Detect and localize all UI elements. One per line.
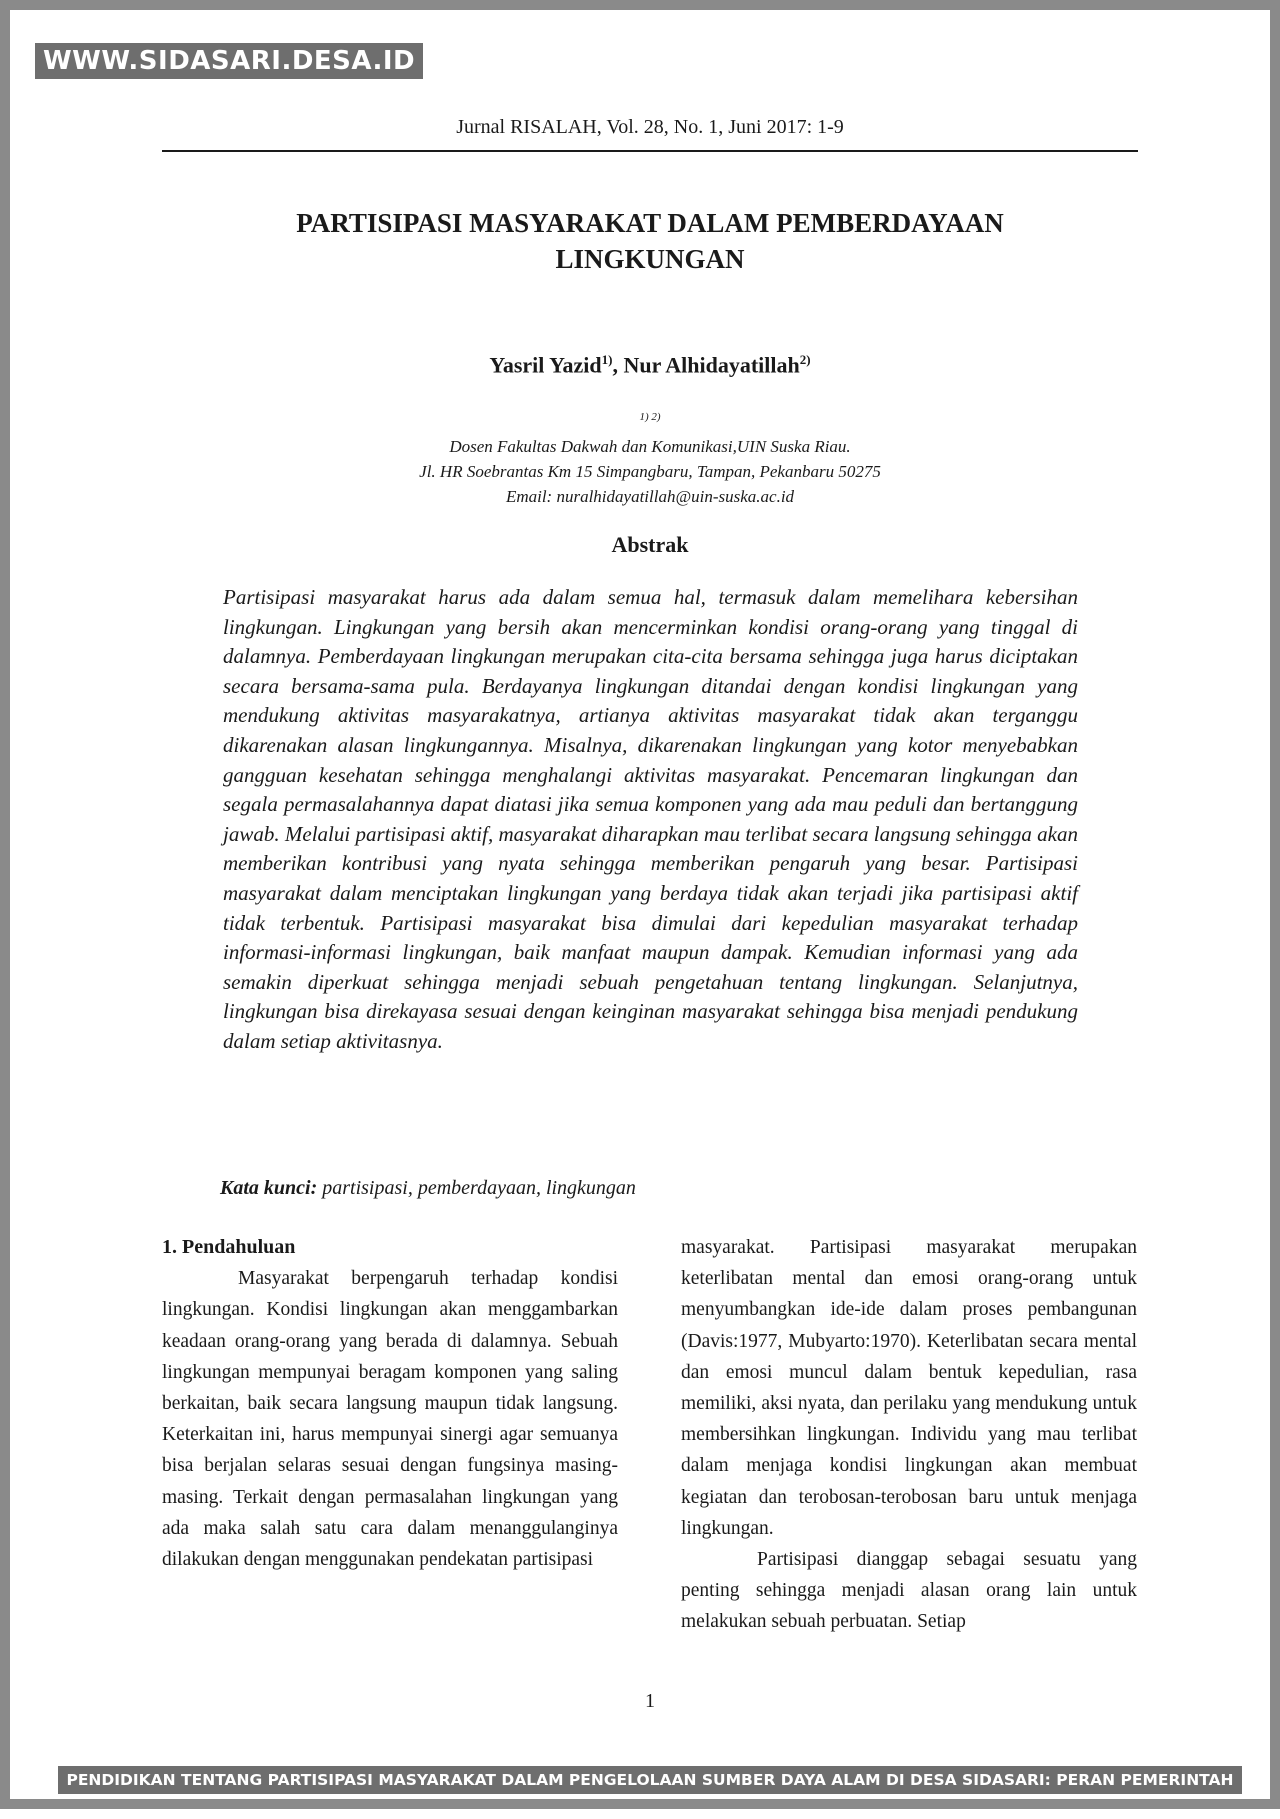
journal-header: Jurnal RISALAH, Vol. 28, No. 1, Juni 2017: 1-9 bbox=[456, 116, 844, 138]
author-2: Nur Alhidayatillah bbox=[623, 352, 800, 378]
section-heading-pendahuluan: 1. Pendahuluan bbox=[162, 1236, 296, 1258]
affiliation-line-1 bbox=[162, 405, 1138, 459]
paragraph-right-2: Partisipasi dianggap sebagai sesuatu yang penting sehingga menjadi alasan orang lain untuk melakukan sebuah perbuatan. Setiap bbox=[681, 1549, 1137, 1633]
title-line-2: LINGKUNGAN bbox=[555, 244, 745, 274]
page-number: 1 bbox=[645, 1690, 655, 1712]
paragraph-right-1: masyarakat. Partisipasi masyarakat merupakan keterlibatan mental dan emosi orang-orang untuk menyumbangkan ide-ide dalam proses pembangunan (Davis:1977, Mubyarto:1970). Keterlibatan secara mental dan emosi muncul dalam bentuk kepedulian, rasa memiliki, aksi nyata, dan perilaku yang mendukung untuk membersihkan lingkungan. Individu yang mau terlibat dalam menjaga kondisi lingkungan akan membuat kegiatan dan terobosan-terobosan baru untuk menjaga lingkungan. bbox=[681, 1237, 1137, 1539]
keywords-text: partisipasi, pemberdayaan, lingkungan bbox=[317, 1177, 636, 1199]
affiliation-marker: 1) 2) bbox=[639, 411, 661, 423]
caption-banner: PENDIDIKAN TENTANG PARTISIPASI MASYARAKAT DALAM PENGELOLAAN SUMBER DAYA ALAM DI DESA SIDASARI: PERAN PEMERINTAH bbox=[58, 1766, 1242, 1794]
author-list bbox=[162, 345, 1138, 380]
affiliation-institution: Dosen Fakultas Dakwah dan Komunikasi,UIN Suska Riau. bbox=[449, 436, 851, 456]
abstract-body: Partisipasi masyarakat harus ada dalam semua hal, termasuk dalam memelihara kebersihan lingkungan. Lingkungan yang bersih akan mencerminkan kondisi orang-orang yang tinggal di dalamnya. Pemberdayaan lingkungan merupakan cita-cita bersama sehingga juga harus diciptakan secara bersama-sama pula. Berdayanya lingkungan ditandai dengan kondisi lingkungan yang mendukung aktivitas masyarakatnya, artianya aktivitas masyarakat tidak akan terganggu dikarenakan alasan lingkungannya. Misalnya, dikarenakan lingkungan yang kotor menyebabkan gangguan kesehatan sehingga menghalangi aktivitas masyarakat. Pencemaran lingkungan dan segala permasalahannya dapat diatasi jika semua komponen yang ada mau peduli dan bertanggung jawab. Melalui partisipasi aktif, masyarakat diharapkan mau terlibat secara langsung sehingga akan memberikan kontribusi yang nyata sehingga memberikan pengaruh yang besar. Partisipasi masyarakat dalam menciptakan lingkungan yang berdaya tidak akan terjadi jika partisipasi aktif tidak terbentuk. Partisipasi masyarakat bisa dimulai dari kepedulian masyarakat terhadap informasi-informasi lingkungan, baik manfaat maupun dampak. Kemudian informasi yang ada semakin diperkuat sehingga menjadi sebuah pengetahuan tentang lingkungan. Selanjutnya, lingkungan bisa direkayasa sesuai dengan keinginan masyarakat sehingga bisa menjadi pendukung dalam setiap aktivitasnya. bbox=[223, 585, 1078, 1053]
column-left bbox=[162, 1232, 618, 1575]
author-1: Yasril Yazid bbox=[489, 352, 602, 378]
paper-title bbox=[162, 205, 1138, 277]
author-1-marker: 1) bbox=[601, 352, 613, 367]
site-watermark: WWW.SIDASARI.DESA.ID bbox=[35, 43, 423, 79]
affiliation-line-2: Jl. HR Soebrantas Km 15 Simpangbaru, Tampan, Pekanbaru 50275 bbox=[419, 461, 881, 481]
header-rule bbox=[162, 150, 1138, 152]
title-line-1: PARTISIPASI MASYARAKAT DALAM PEMBERDAYAAN bbox=[296, 208, 1004, 238]
affiliation bbox=[162, 405, 1138, 509]
affiliation-email: Email: nuralhidayatillah@uin-suska.ac.id bbox=[505, 486, 795, 506]
abstract-heading: Abstrak bbox=[611, 532, 689, 557]
keywords-label: Kata kunci: bbox=[220, 1177, 318, 1199]
author-2-marker: 2) bbox=[799, 352, 811, 367]
keywords bbox=[220, 1174, 1080, 1202]
paper-page bbox=[10, 10, 1280, 1819]
paragraph-left-1: Masyarakat berpengaruh terhadap kondisi lingkungan. Kondisi lingkungan akan menggambarkan keadaan orang-orang yang berada di dalamnya. Sebuah lingkungan mempunyai beragam komponen yang saling berkaitan, baik secara langsung maupun tidak langsung. Keterkaitan ini, harus mempunyai sinergi agar semuanya bisa berjalan selaras sesuai dengan fungsinya masing-masing. Terkait dengan permasalahan lingkungan yang ada maka salah satu cara dalam menanggulanginya dilakukan dengan menggunakan pendekatan partisipasi bbox=[162, 1268, 618, 1571]
column-right bbox=[681, 1232, 1137, 1638]
author-separator: , bbox=[612, 352, 624, 378]
